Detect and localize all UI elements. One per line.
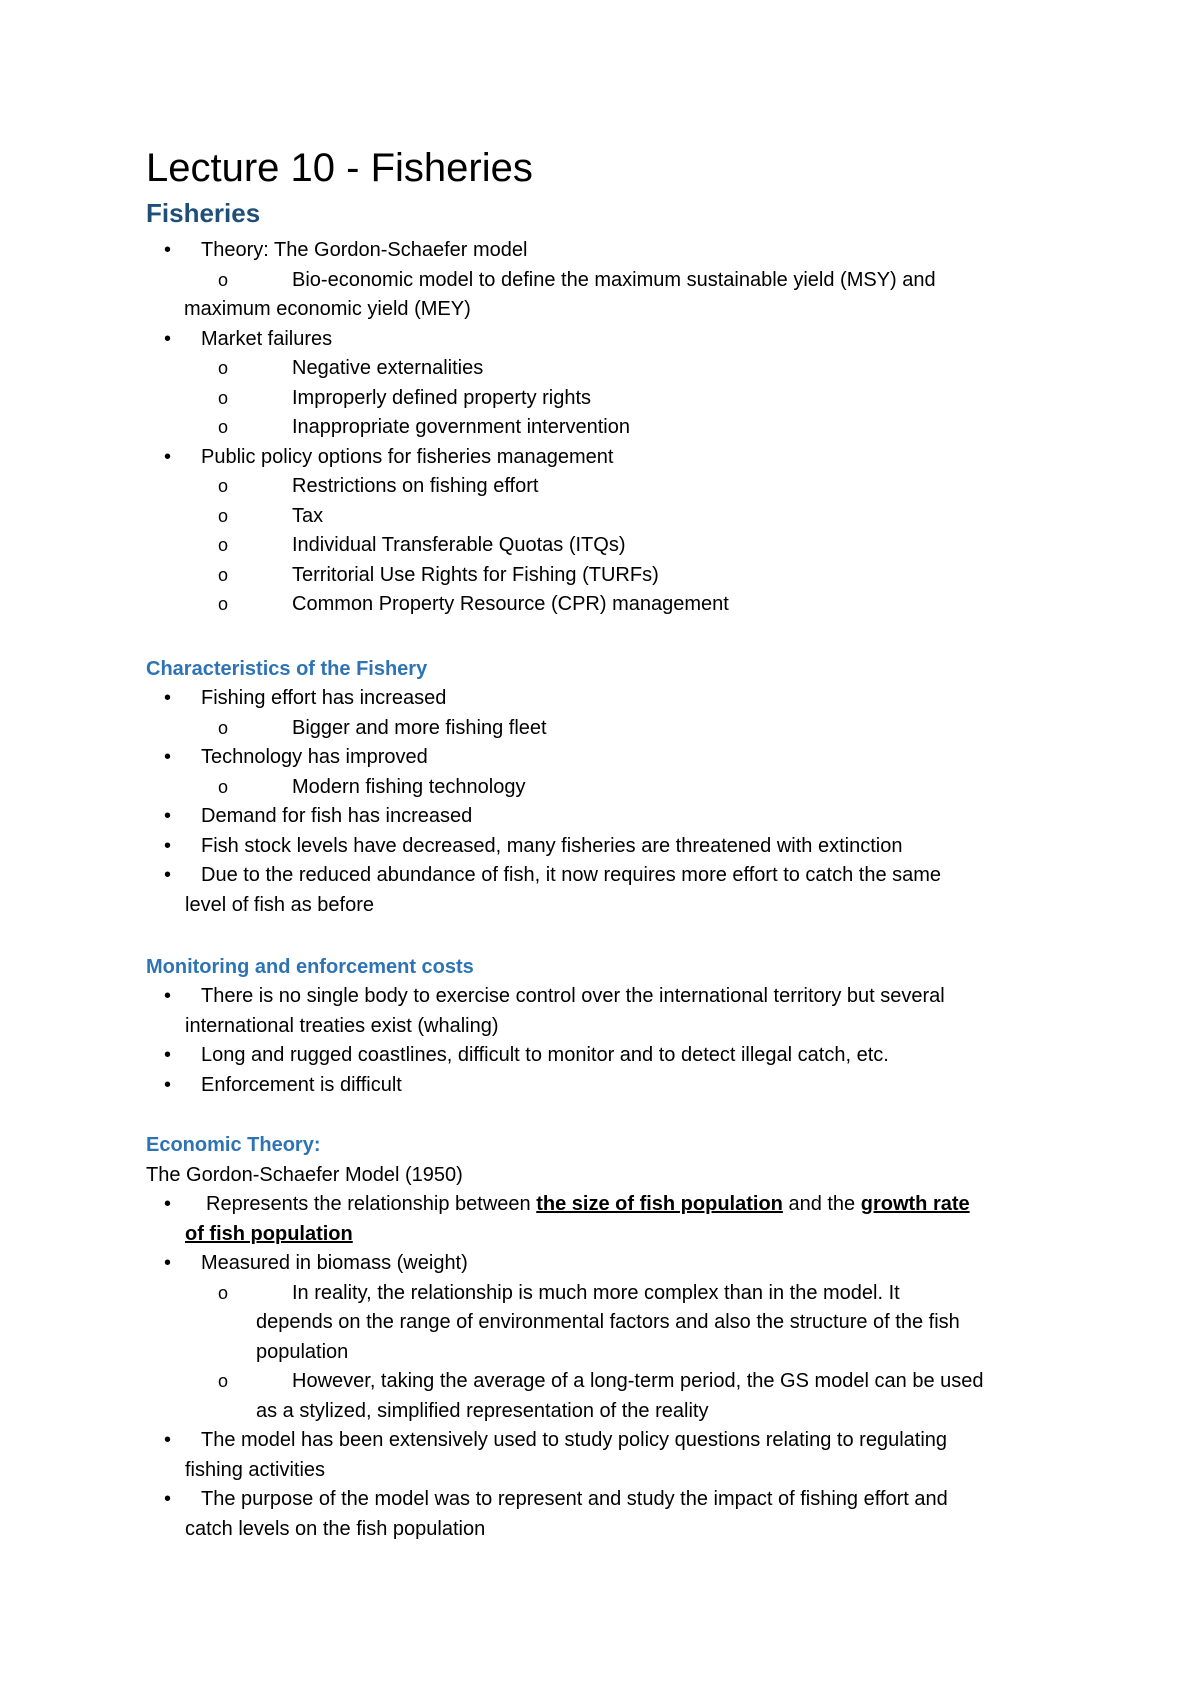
list-item: o Negative externalities	[146, 354, 1066, 384]
list-item: o Bigger and more fishing fleet	[146, 714, 1066, 744]
circle-bullet-icon: o	[218, 564, 229, 585]
heading-fisheries: Fisheries	[146, 198, 261, 228]
circle-bullet-icon: o	[218, 1282, 229, 1303]
bullet-icon: •	[164, 1044, 172, 1066]
circle-bullet-icon: o	[218, 476, 229, 496]
bullet-icon: •	[164, 985, 172, 1007]
bullet-icon: •	[164, 239, 172, 261]
bullet-icon: •	[164, 864, 172, 886]
circle-bullet-icon: o	[218, 387, 229, 408]
circle-bullet-icon: o	[218, 776, 229, 797]
bullet-icon: •	[164, 1488, 172, 1510]
underlined-phrase: the size of fish population	[536, 1193, 783, 1215]
bullet-icon: •	[164, 687, 172, 709]
circle-bullet-icon: o	[218, 417, 229, 437]
section-characteristics	[146, 654, 1066, 920]
list-item: o Modern fishing technology	[146, 773, 1066, 803]
circle-bullet-icon: o	[218, 505, 229, 526]
list-item: • The purpose of the model was to represent and study the impact of fishing effort and catch levels on the fish population	[146, 1485, 1066, 1544]
list-item: o In reality, the relationship is much more complex than in the model. It depends on the range of environmental factors and also the structure of the fish population	[146, 1279, 1066, 1368]
list-item: • Theory: The Gordon-Schaefer model	[146, 236, 1066, 266]
heading-characteristics: Characteristics of the Fishery	[146, 658, 428, 680]
list-item: o However, taking the average of a long-term period, the GS model can be used as a stylized, simplified representation of the reality	[146, 1367, 1066, 1426]
list-item: o Territorial Use Rights for Fishing (TURFs)	[146, 561, 1066, 591]
list-item: o Tax	[146, 502, 1066, 532]
page-title: Lecture 10 - Fisheries	[146, 146, 533, 190]
list-item: o Common Property Resource (CPR) management	[146, 590, 1066, 620]
bullet-icon: •	[164, 746, 172, 768]
fisheries-list	[146, 236, 1066, 620]
economic-list	[146, 1190, 1066, 1544]
section-economic-theory	[146, 1130, 1066, 1544]
characteristics-list	[146, 684, 1066, 920]
circle-bullet-icon: o	[218, 269, 229, 290]
circle-bullet-icon: o	[218, 358, 229, 378]
circle-bullet-icon: o	[218, 1371, 229, 1391]
list-item: o Bio-economic model to define the maximum sustainable yield (MSY) and maximum economic yield (MEY)	[146, 266, 1066, 325]
circle-bullet-icon: o	[218, 717, 229, 738]
section-monitoring	[146, 952, 1066, 1100]
heading-monitoring: Monitoring and enforcement costs	[146, 956, 474, 978]
list-item: • Enforcement is difficult	[146, 1071, 1066, 1101]
list-item: • Fishing effort has increased	[146, 684, 1066, 714]
underlined-phrase: growth rate	[860, 1193, 970, 1215]
list-item: • Due to the reduced abundance of fish, it now requires more effort to catch the same level of fish as before	[146, 861, 1066, 920]
list-item: • Public policy options for fisheries management	[146, 443, 1066, 473]
bullet-icon: •	[164, 1073, 172, 1096]
list-item: • Measured in biomass (weight)	[146, 1249, 1066, 1279]
list-item: o Individual Transferable Quotas (ITQs)	[146, 531, 1066, 561]
list-item: o Restrictions on fishing effort	[146, 472, 1066, 502]
list-item: • There is no single body to exercise control over the international territory but several international treaties exist (whaling)	[146, 982, 1066, 1041]
list-item: • Demand for fish has increased	[146, 802, 1066, 832]
bullet-icon: •	[164, 805, 172, 827]
list-item: • Market failures	[146, 325, 1066, 355]
list-item: • Long and rugged coastlines, difficult to monitor and to detect illegal catch, etc.	[146, 1041, 1066, 1071]
list-item: • Represents the relationship between the size of fish population and the growth rate of fish population	[146, 1190, 1066, 1249]
bullet-icon: •	[164, 1252, 172, 1274]
circle-bullet-icon: o	[218, 594, 229, 614]
bullet-icon: •	[164, 1429, 172, 1451]
bullet-icon: •	[164, 834, 172, 857]
heading-economic-theory: Economic Theory:	[146, 1134, 321, 1156]
circle-bullet-icon: o	[218, 535, 229, 555]
bullet-icon: •	[164, 327, 172, 350]
list-item: • Technology has improved	[146, 743, 1066, 773]
list-item: o Improperly defined property rights	[146, 384, 1066, 414]
bullet-icon: •	[164, 1193, 172, 1215]
monitoring-list	[146, 982, 1066, 1100]
list-item: o Inappropriate government intervention	[146, 413, 1066, 443]
section-fisheries	[146, 196, 1066, 620]
list-item: • Fish stock levels have decreased, many fisheries are threatened with extinction	[146, 832, 1066, 862]
underlined-phrase: of fish population	[185, 1222, 353, 1245]
list-item: • The model has been extensively used to study policy questions relating to regulating fishing activities	[146, 1426, 1066, 1485]
bullet-icon: •	[164, 445, 172, 468]
model-subtitle: The Gordon-Schaefer Model (1950)	[146, 1164, 463, 1186]
